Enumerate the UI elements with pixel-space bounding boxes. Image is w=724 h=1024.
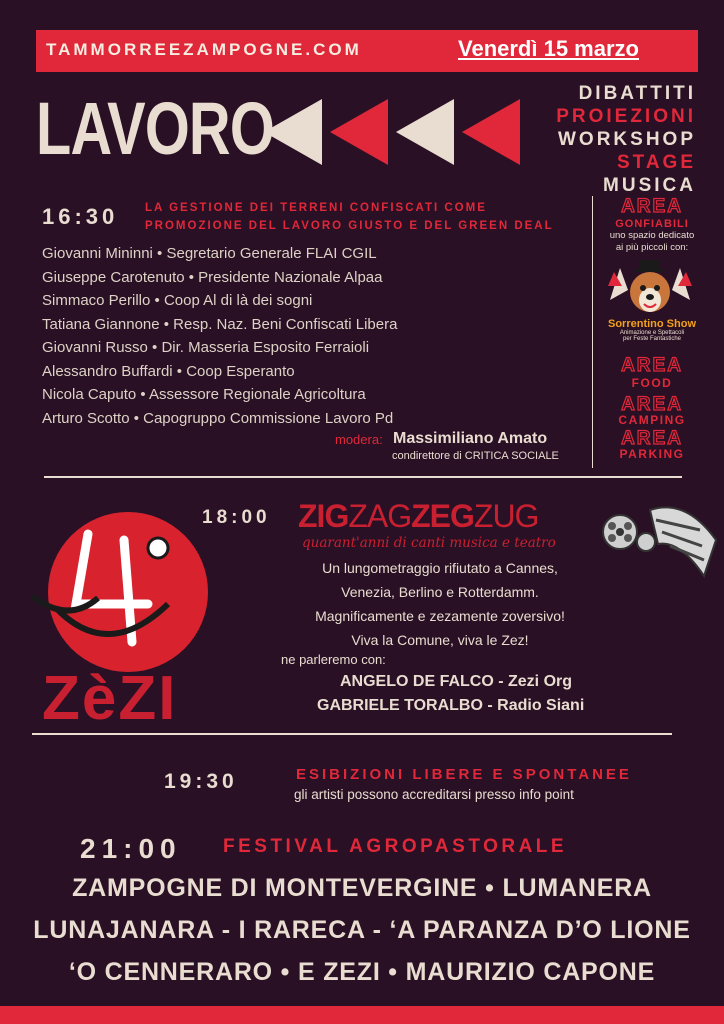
- categories-list: [556, 82, 696, 197]
- category-item: PROIEZIONI: [556, 106, 696, 127]
- film-description-line: Viva la Comune, viva le Zez!: [351, 632, 529, 648]
- speaker-item: Simmaco Perillo • Coop Al di là dei sogni: [42, 292, 313, 309]
- session3-time: 19:30: [164, 770, 238, 793]
- sponsor-name: Sorrentino Show: [608, 318, 696, 330]
- talk-label: ne parleremo con:: [281, 652, 386, 667]
- session1-time: 16:30: [42, 204, 119, 229]
- film-description-line: Magnificamente e zezamente zoversivo!: [315, 608, 565, 624]
- triangle-left-icon: [264, 99, 322, 165]
- category-item: DIBATTITI: [578, 83, 696, 104]
- area-sub: GONFIABILI: [615, 218, 689, 230]
- sponsor-logo: [606, 260, 694, 318]
- area-desc: uno spazio dedicato: [609, 230, 695, 241]
- area-camping: [600, 396, 704, 426]
- film-description-line: Un lungometraggio rifiutato a Cannes,: [322, 560, 558, 576]
- sidebar-divider: [592, 196, 593, 468]
- triangle-left-icon: [396, 99, 454, 165]
- area-desc: ai più piccoli con:: [615, 242, 689, 253]
- sidebar-areas: [600, 196, 704, 254]
- lineup-line: ‘O CENNERARO • E ZEZI • MAURIZIO CAPONE: [68, 958, 656, 986]
- site-url[interactable]: TAMMORREEZAMPOGNE.COM: [46, 40, 362, 59]
- page-title: LAVORO: [36, 87, 274, 170]
- film-title-part: ZUG: [473, 498, 539, 534]
- lineup-line: ZAMPOGNE DI MONTEVERGINE • LUMANERA: [72, 874, 652, 902]
- category-item: MUSICA: [603, 175, 696, 196]
- area-parking: [600, 430, 704, 460]
- moderator-label: modera:: [335, 432, 383, 447]
- film-description-line: Venezia, Berlino e Rotterdamm.: [341, 584, 539, 600]
- session3-title: ESIBIZIONI LIBERE E SPONTANEE: [296, 766, 632, 783]
- category-item: STAGE: [616, 152, 696, 173]
- area-sub: PARKING: [619, 447, 685, 461]
- speaker-item: Giuseppe Carotenuto • Presidente Nazionale Alpaa: [42, 268, 383, 286]
- area-title: AREA: [621, 355, 683, 376]
- zezi-logo-text: ZèZI: [42, 664, 178, 733]
- guest-item: GABRIELE TORALBO - Radio Siani: [317, 697, 585, 714]
- area-title: AREA: [621, 196, 683, 217]
- triangle-left-icon: [330, 99, 388, 165]
- zezi-logo-mark: [28, 512, 228, 672]
- area-title: AREA: [621, 428, 683, 449]
- section-divider: [44, 476, 682, 478]
- session4-title: FESTIVAL AGROPASTORALE: [223, 836, 568, 857]
- film-description: [298, 556, 582, 652]
- triangle-left-icon: [462, 99, 520, 165]
- area-sub: CAMPING: [618, 413, 686, 427]
- film-title-part: ZIG: [298, 498, 349, 534]
- film-title-part: ZEG: [411, 498, 474, 534]
- moderator-name: Massimiliano Amato: [393, 430, 548, 447]
- speaker-item: Nicola Caputo • Assessore Regionale Agricoltura: [42, 386, 366, 403]
- category-item: WORKSHOP: [558, 129, 696, 150]
- area-title: AREA: [621, 394, 683, 415]
- speaker-item: Alessandro Buffardi • Coop Esperanto: [42, 362, 295, 380]
- footer-bar: [0, 1006, 724, 1024]
- film-reel-icon: [600, 500, 718, 580]
- session1-title-line1: LA GESTIONE DEI TERRENI CONFISCATI COME: [145, 202, 487, 214]
- session3-subtitle: gli artisti possono accreditarsi presso info point: [294, 787, 574, 802]
- speaker-item: Tatiana Giannone • Resp. Naz. Beni Confiscati Libera: [42, 315, 398, 333]
- guest-item: ANGELO DE FALCO - Zezi Org: [340, 673, 573, 690]
- area-food: [600, 356, 704, 390]
- session2-time: 18:00: [202, 507, 271, 528]
- area-sub: FOOD: [631, 376, 673, 390]
- section-divider: [32, 733, 672, 735]
- speakers-list: [42, 242, 397, 430]
- film-title-part: ZAG: [348, 498, 412, 534]
- sponsor-block: [600, 318, 704, 342]
- speaker-item: Arturo Scotto • Capogruppo Commissione Lavoro Pd: [42, 409, 394, 427]
- sponsor-tagline: Animazione e Spettacoli: [619, 330, 685, 336]
- moderator-role: condirettore di CRITICA SOCIALE: [392, 450, 559, 462]
- sponsor-tagline: per Feste Fantastiche: [622, 336, 682, 342]
- lineup-line: LUNAJANARA - I RARECA - ‘A PARANZA D’O LIONE: [33, 916, 691, 944]
- event-date: Venerdì 15 marzo: [458, 36, 639, 61]
- session4-time: 21:00: [80, 833, 182, 864]
- speaker-item: Giovanni Russo • Dir. Masseria Esposito Ferraioli: [42, 339, 370, 356]
- session1-title-line2: PROMOZIONE DEL LAVORO GIUSTO E DEL GREEN DEAL: [145, 220, 554, 232]
- film-title: [298, 498, 538, 535]
- session1-title: [145, 199, 554, 235]
- film-subtitle: quarant'anni di canti musica e teatro: [302, 535, 556, 551]
- speaker-item: Giovanni Mininni • Segretario Generale FLAI CGIL: [42, 245, 377, 262]
